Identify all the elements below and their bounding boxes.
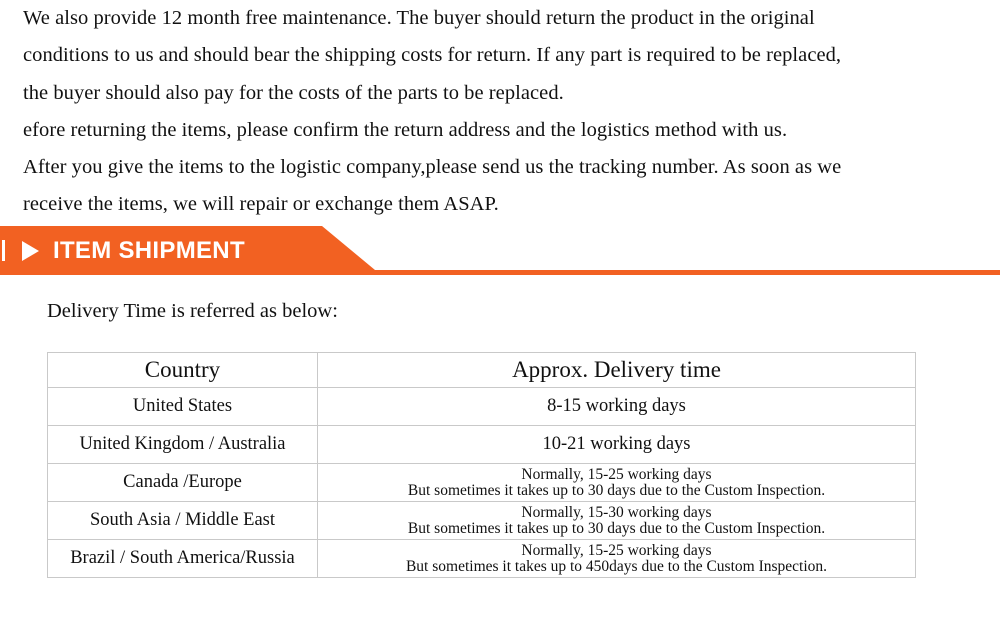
country-cell: United Kingdom / Australia xyxy=(48,426,318,464)
intro-line: the buyer should also pay for the costs of the parts to be replaced. xyxy=(23,81,564,104)
table-row xyxy=(48,464,916,502)
banner-bar-icon xyxy=(2,240,5,261)
country-cell: United States xyxy=(48,388,318,426)
intro-line: efore returning the items, please confirm the return address and the logistics method with us. xyxy=(23,118,788,141)
table-row xyxy=(48,540,916,578)
country-cell: Canada /Europe xyxy=(48,464,318,502)
delivery-table xyxy=(47,352,916,578)
delivery-time-text: 10-21 working days xyxy=(542,434,691,454)
delivery-time-cell xyxy=(318,388,916,426)
delivery-time-normal: Normally, 15-25 working days xyxy=(521,541,712,559)
delivery-time-cell xyxy=(318,540,916,578)
delivery-label: Delivery Time is referred as below: xyxy=(47,300,338,322)
table-header-row xyxy=(48,353,916,388)
country-cell: South Asia / Middle East xyxy=(48,502,318,540)
section-title: ITEM SHIPMENT xyxy=(53,237,245,264)
delivery-time-text: 8-15 working days xyxy=(547,396,686,416)
delivery-time-normal: Normally, 15-25 working days xyxy=(521,465,712,483)
delivery-time-normal: Normally, 15-30 working days xyxy=(521,503,712,521)
intro-paragraph xyxy=(23,0,993,224)
delivery-time-note: But sometimes it takes up to 30 days due to the Custom Inspection. xyxy=(407,519,826,537)
header-country: Country xyxy=(48,353,318,388)
intro-line: conditions to us and should bear the shipping costs for return. If any part is required to be replaced, xyxy=(23,44,842,67)
delivery-time-note: But sometimes it takes up to 450days due to the Custom Inspection. xyxy=(405,557,828,575)
intro-line: receive the items, we will repair or exchange them ASAP. xyxy=(23,193,499,216)
table-row xyxy=(48,388,916,426)
intro-line: We also provide 12 month free maintenance. The buyer should return the product in the original xyxy=(23,7,815,29)
table-row xyxy=(48,502,916,540)
intro-line: After you give the items to the logistic company,please send us the tracking number. As soon as we xyxy=(23,156,842,179)
delivery-time-note: But sometimes it takes up to 30 days due to the Custom Inspection. xyxy=(407,481,826,499)
delivery-time-cell xyxy=(318,464,916,502)
country-cell: Brazil / South America/Russia xyxy=(48,540,318,578)
header-delivery-time: Approx. Delivery time xyxy=(318,353,916,388)
delivery-time-cell xyxy=(318,426,916,464)
delivery-time-cell xyxy=(318,502,916,540)
table-row xyxy=(48,426,916,464)
section-banner xyxy=(0,226,1000,278)
